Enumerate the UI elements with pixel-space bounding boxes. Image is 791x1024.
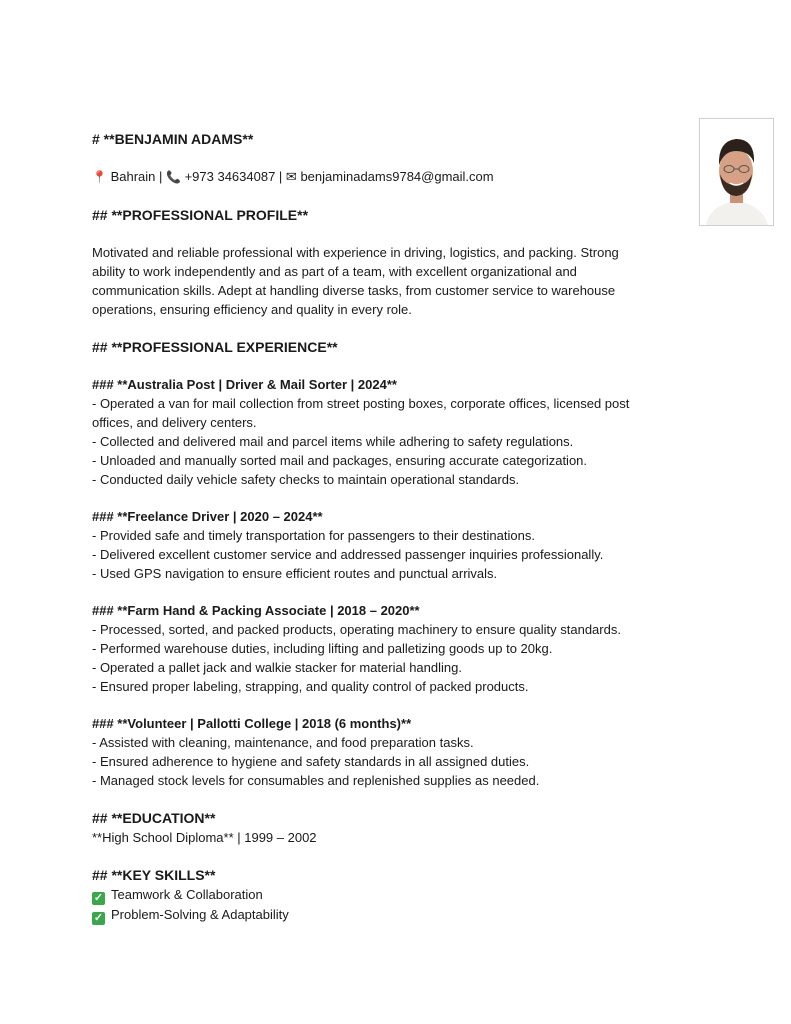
job-bullet: - Managed stock levels for consumables and replenished supplies as needed. bbox=[92, 773, 540, 788]
experience-heading: ## **PROFESSIONAL EXPERIENCE** bbox=[92, 339, 338, 355]
phone-text: +973 34634087 bbox=[184, 169, 276, 184]
contact-line bbox=[92, 167, 692, 187]
map-pin-icon: 📍 bbox=[92, 170, 107, 184]
resume-document bbox=[92, 129, 692, 925]
profile-paragraph bbox=[92, 243, 692, 319]
job-bullet: - Unloaded and manually sorted mail and packages, ensuring accurate categorization. bbox=[92, 453, 588, 468]
job-bullet: - Operated a van for mail collection from street posting boxes, corporate offices, licensed post bbox=[92, 396, 630, 411]
job-bullet: - Ensured adherence to hygiene and safety standards in all assigned duties. bbox=[92, 754, 530, 769]
profile-line: Motivated and reliable professional with experience in driving, logistics, and packing. Strong bbox=[92, 245, 619, 260]
job-bullet: - Used GPS navigation to ensure efficient routes and punctual arrivals. bbox=[92, 566, 498, 581]
profile-heading: ## **PROFESSIONAL PROFILE** bbox=[92, 207, 309, 223]
skills-heading: ## **KEY SKILLS** bbox=[92, 867, 216, 883]
email-link[interactable]: benjaminadams9784@gmail.com bbox=[300, 169, 494, 184]
job-entry bbox=[92, 714, 692, 790]
job-bullet: - Operated a pallet jack and walkie stacker for material handling. bbox=[92, 660, 462, 675]
check-mark-icon: ✓ bbox=[93, 912, 104, 924]
job-entry bbox=[92, 375, 692, 489]
contact-separator: | bbox=[275, 169, 286, 184]
skill-item bbox=[92, 885, 692, 905]
job-title: ### **Freelance Driver | 2020 – 2024** bbox=[92, 509, 323, 524]
job-bullet: - Provided safe and timely transportation for passengers to their destinations. bbox=[92, 528, 535, 543]
phone-icon: 📞 bbox=[166, 170, 181, 184]
envelope-icon: ✉ bbox=[285, 169, 297, 184]
job-bullet: - Collected and delivered mail and parcel items while adhering to safety regulations. bbox=[92, 434, 574, 449]
portrait-image bbox=[700, 119, 773, 225]
job-bullet: - Conducted daily vehicle safety checks to maintain operational standards. bbox=[92, 472, 520, 487]
job-bullet: - Ensured proper labeling, strapping, and quality control of packed products. bbox=[92, 679, 529, 694]
job-bullet: - Performed warehouse duties, including lifting and palletizing goods up to 20kg. bbox=[92, 641, 553, 656]
job-bullet: - Delivered excellent customer service and addressed passenger inquiries professionally. bbox=[92, 547, 604, 562]
job-bullet: offices, and delivery centers. bbox=[92, 415, 257, 430]
job-title: ### **Volunteer | Pallotti College | 2018 (6 months)** bbox=[92, 716, 412, 731]
job-bullet: - Processed, sorted, and packed products, operating machinery to ensure quality standards. bbox=[92, 622, 621, 637]
job-bullet: - Assisted with cleaning, maintenance, and food preparation tasks. bbox=[92, 735, 474, 750]
job-title: ### **Farm Hand & Packing Associate | 2018 – 2020** bbox=[92, 603, 420, 618]
job-entry bbox=[92, 507, 692, 583]
contact-separator: | bbox=[155, 169, 166, 184]
profile-line: ability to work independently and as part of a team, with excellent organizational and bbox=[92, 264, 577, 279]
skill-label: Teamwork & Collaboration bbox=[111, 887, 263, 902]
education-entry: **High School Diploma** | 1999 – 2002 bbox=[92, 830, 317, 845]
resume-name: # **BENJAMIN ADAMS** bbox=[92, 131, 254, 147]
skill-item bbox=[92, 905, 692, 925]
education-heading: ## **EDUCATION** bbox=[92, 810, 216, 826]
profile-line: communication skills. Adept at handling diverse tasks, from customer service to warehouse bbox=[92, 283, 616, 298]
profile-photo bbox=[699, 118, 774, 226]
job-title: ### **Australia Post | Driver & Mail Sorter | 2024** bbox=[92, 377, 397, 392]
job-entry bbox=[92, 601, 692, 696]
skill-label: Problem-Solving & Adaptability bbox=[111, 907, 289, 922]
profile-line: operations, ensuring efficiency and quality in every role. bbox=[92, 302, 412, 317]
location-text: Bahrain bbox=[110, 169, 156, 184]
check-mark-icon: ✓ bbox=[93, 892, 104, 904]
